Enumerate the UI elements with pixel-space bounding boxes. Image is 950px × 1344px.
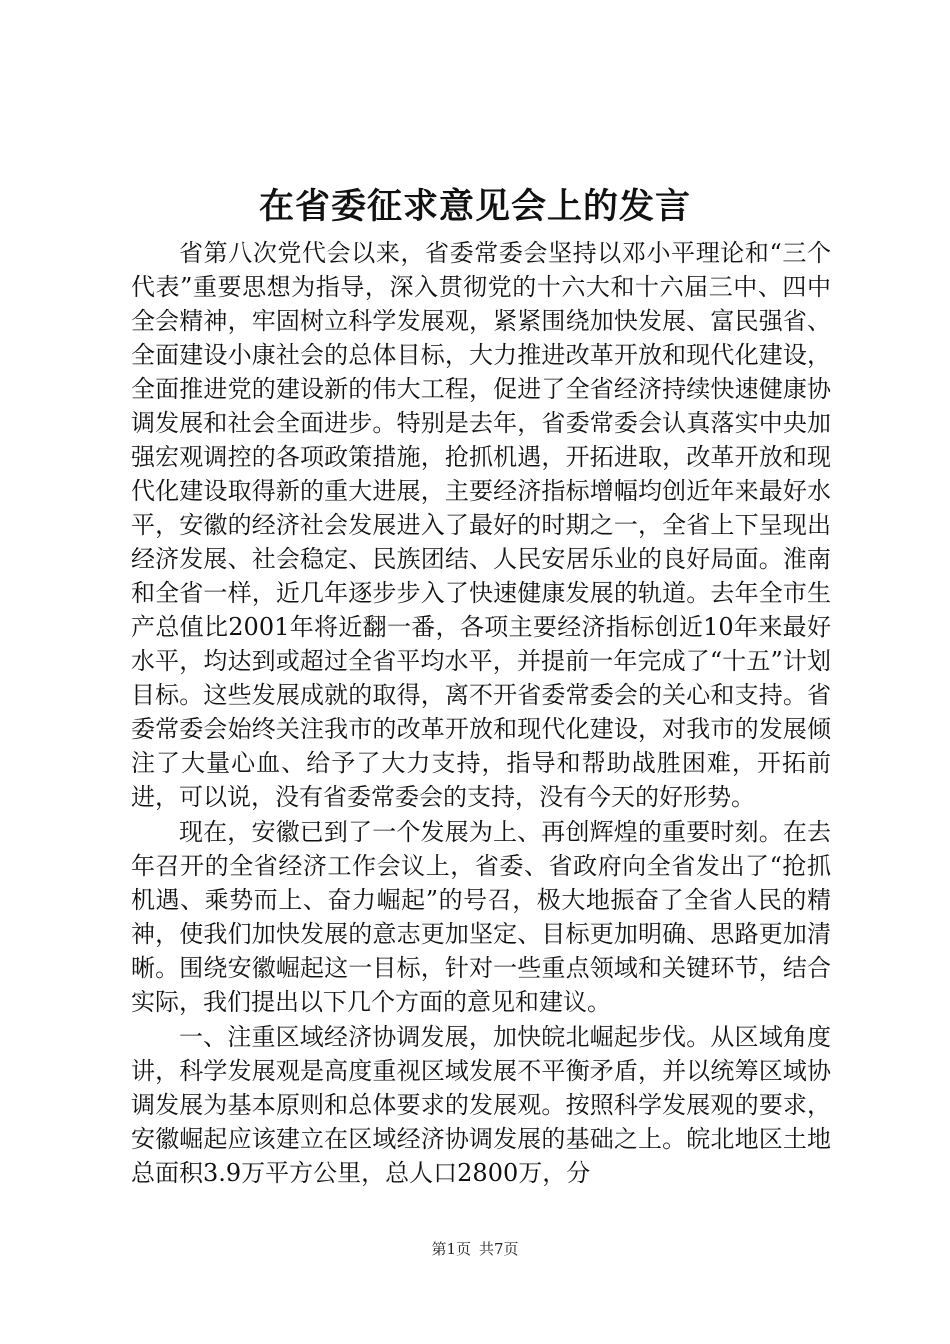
page-total: 共7页 bbox=[479, 1240, 519, 1258]
paragraph: 省第八次党代会以来，省委常委会坚持以邓小平理论和“三个代表”重要思想为指导，深入贯彻党的十六大和十六届三中、四中全会精神，牢固树立科学发展观，紧紧围绕加快发展、富民强省、全面建设小康社会的总体目标，大力推进改革开放和现代化建设，全面推进党的建设新的伟大工程，促进了全省经济持续快速健康协调发展和社会全面进步。特别是去年，省委常委会认真落实中央加强宏观调控的各项政策措施，抢抓机遇，开拓进取，改革开放和现代化建设取得新的重大进展，主要经济指标增幅均创近年来最好水平，安徽的经济社会发展进入了最好的时期之一，全省上下呈现出经济发展、社会稳定、民族团结、人民安居乐业的良好局面。淮南和全省一样，近几年逐步步入了快速健康发展的轨道。去年全市生产总值比2001年将近翻一番，各项主要经济指标创近10年来最好水平，均达到或超过全省平均水平，并提前一年完成了“十五”计划目标。这些发展成就的取得，离不开省委常委会的关心和支持。省委常委会始终关注我市的改革开放和现代化建设，对我市的发展倾注了大量心血、给予了大力支持，指导和帮助战胜困难，开拓前进，可以说，没有省委常委会的支持，没有今天的好形势。 bbox=[131, 239, 831, 811]
paragraph-block-2 bbox=[131, 815, 831, 1019]
paragraph: 现在，安徽已到了一个发展为上、再创辉煌的重要时刻。在去年召开的全省经济工作会议上，省委、省政府向全省发出了“抢抓机遇、乘势而上、奋力崛起”的号召，极大地振奋了全省人民的精神，使我们加快发展的意志更加坚定、目标更加明确、思路更加清晰。围绕安徽崛起这一目标，针对一些重点领域和关键环节，结合实际，我们提出以下几个方面的意见和建议。 bbox=[131, 818, 831, 1016]
document-title: 在省委征求意见会上的发言 bbox=[258, 186, 691, 227]
paragraph-block-1 bbox=[131, 236, 831, 814]
page-footer bbox=[0, 1239, 950, 1259]
page-number: 第1页 bbox=[431, 1240, 471, 1258]
paragraph: 一、注重区域经济协调发展，加快皖北崛起步伐。从区域角度讲，科学发展观是高度重视区域发展不平衡矛盾，并以统筹区域协调发展为基本原则和总体要求的发展观。按照科学发展观的要求，安徽崛起应该建立在区域经济协调发展的基础之上。皖北地区土地总面积3.9万平方公里，总人口2800万，分 bbox=[131, 1023, 831, 1187]
paragraph-block-3 bbox=[131, 1020, 831, 1190]
